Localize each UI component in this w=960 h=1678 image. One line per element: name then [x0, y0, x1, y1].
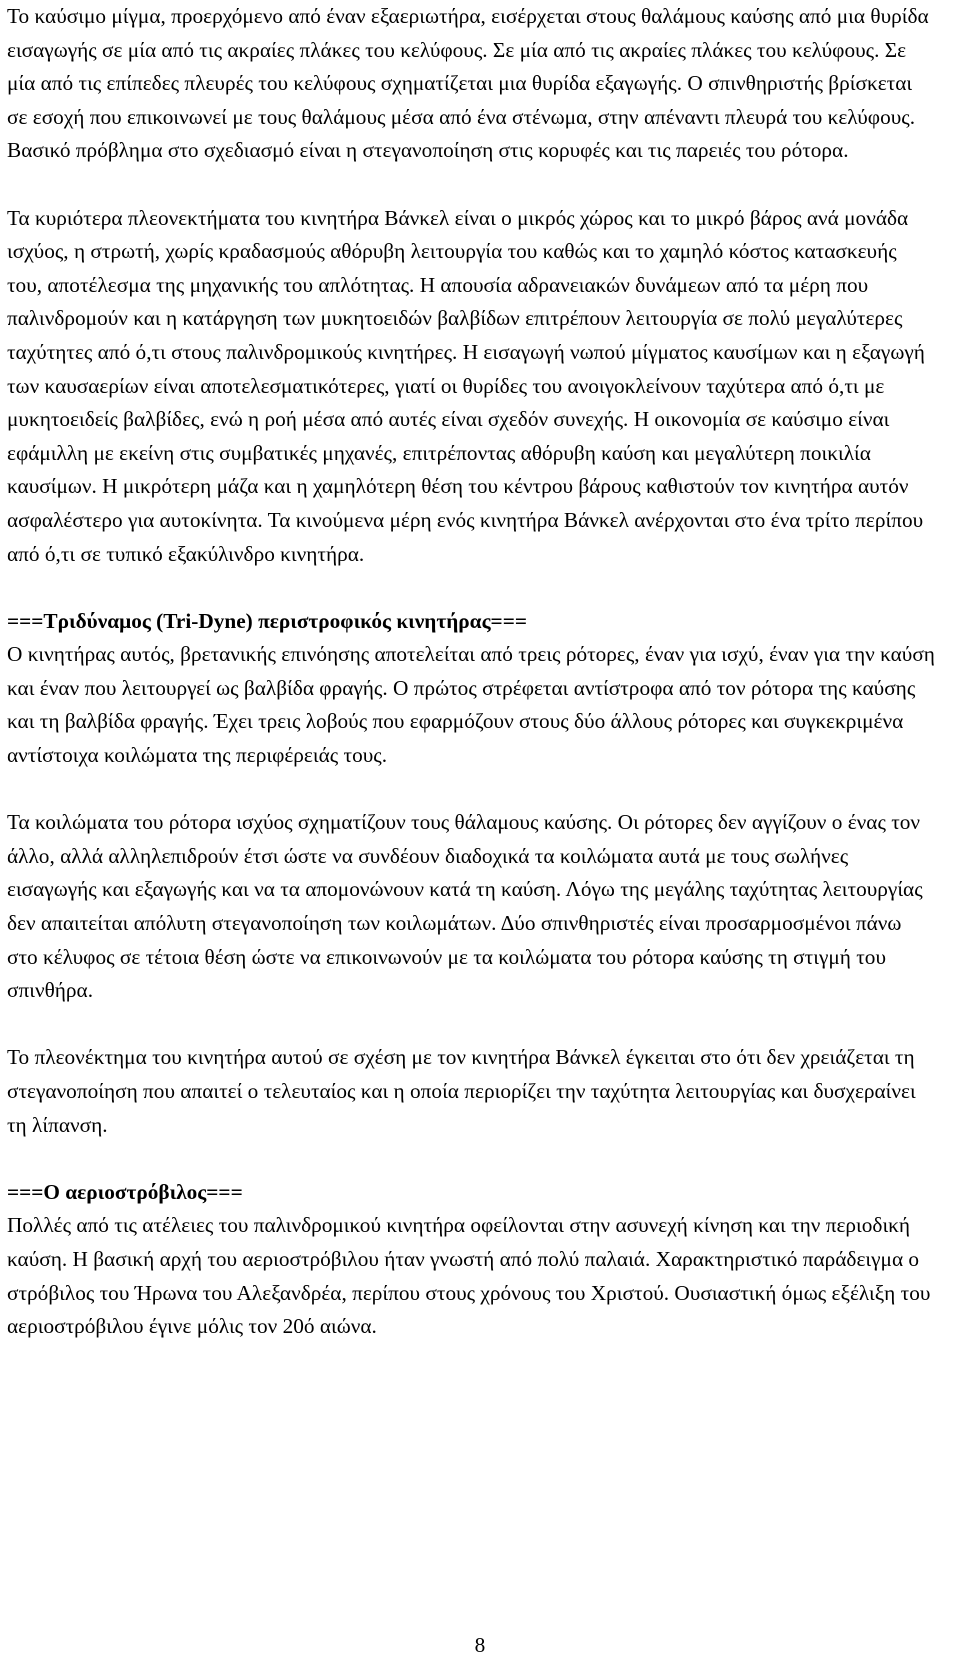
paragraph-spacer — [7, 571, 937, 605]
paragraph-spacer — [7, 1008, 937, 1042]
section-heading-tri-dyne: ===Τριδύναμος (Tri-Dyne) περιστροφικός κινητήρας=== — [7, 608, 527, 633]
section-tri-dyne — [7, 605, 937, 1143]
paragraph-spacer — [7, 168, 937, 202]
document-page — [7, 0, 937, 1344]
paragraph-spacer — [7, 773, 937, 807]
page-number: 8 — [474, 1633, 486, 1657]
paragraph-tri-dyne-advantage: Το πλεονέκτημα του κινητήρα αυτού σε σχέση με τον κινητήρα Βάνκελ έγκειται στο ότι δεν χρειάζεται τη στεγανοποίηση που απαιτεί ο τελευταίος και η οποία περιορίζει την ταχύτητα λειτουργίας και δυσχεραίνει τη λίπανση. — [7, 1045, 916, 1137]
paragraph-wankel-advantages: Τα κυριότερα πλεονεκτήματα του κινητήρα Βάνκελ είναι ο μικρός χώρος και το μικρό βάρος ανά μονάδα ισχύος, η στρωτή, χωρίς κραδασμούς αθόρυβη λειτουργία του καθώς και το χαμηλό κόστος κατασκευής του, αποτέλεσμα της μηχανικής του απλότητας. Η απουσία αδρανειακών δυνάμεων από τα μέρη που παλινδρομούν και η κατάργηση των μυκητοειδών βαλβίδων επιτρέπουν λειτουργία σε πολύ μεγαλύτερες ταχύτητες από ό,τι στους παλινδρομικούς κινητήρες. Η εισαγωγή νωπού μίγματος καυσίμων και η εξαγωγή των καυσαερίων είναι αποτελεσματικότερες, γιατί οι θυρίδες του ανοιγοκλείνουν ταχύτερα από ό,τι με μυκητοειδείς βαλβίδες, ενώ η ροή μέσα από αυτές είναι σχεδόν συνεχής. Η οικονομία σε καύσιμο είναι εφάμιλλη με εκείνη στις συμβατικές μηχανές, επιτρέποντας αθόρυβη καύση και μεγαλύτερη ποικιλία καυσίμων. Η μικρότερη μάζα και η χαμηλότερη θέση του κέντρου βάρους καθιστούν τον κινητήρα αυτόν ασφαλέστερο για αυτοκίνητα. Τα κινούμενα μέρη ενός κινητήρα Βάνκελ ανέρχονται στο ένα τρίτο περίπου από ό,τι σε τυπικό εξακύλινδρο κινητήρα. — [7, 205, 925, 566]
paragraph-spacer — [7, 1142, 937, 1176]
section-gas-turbine — [7, 1176, 937, 1344]
paragraph-fuel-mixture: Το καύσιμο μίγμα, προερχόμενο από έναν εξαεριωτήρα, εισέρχεται στους θαλάμους καύσης από μια θυρίδα εισαγωγής σε μία από τις ακραίες πλάκες του κελύφους. Σε μία από τις ακραίες πλάκες του κελύφους. Σε μία από τις επίπεδες πλευρές του κελύφους σχηματίζεται μια θυρίδα εξαγωγής. Ο σπινθηριστής βρίσκεται σε εσοχή που επικοινωνεί με τους θαλάμους μέσα από ένα στένωμα, στην απέναντι πλευρά του κελύφους. Βασικό πρόβλημα στο σχεδιασμό είναι η στεγανοποίηση στις κορυφές και τις παρειές του ρότορα. — [7, 4, 929, 163]
paragraph-gas-turbine-history: Πολλές από τις ατέλειες του παλινδρομικού κινητήρα οφείλονται στην ασυνεχή κίνηση και την περιοδική καύση. Η βασική αρχή του αεριοστρόβιλου ήταν γνωστή από πολύ παλαιά. Χαρακτηριστικό παράδειγμα ο στρόβιλος του Ήρωνα του Αλεξανδρέα, περίπου στους χρόνους του Χριστού. Ουσιαστική όμως εξέλιξη του αεριοστρόβιλου έγινε μόλις τον 20ό αιώνα. — [7, 1213, 931, 1339]
section-heading-gas-turbine: ===Ο αεριοστρόβιλος=== — [7, 1179, 243, 1204]
paragraph-tri-dyne-rotors: Ο κινητήρας αυτός, βρετανικής επινόησης αποτελείται από τρεις ρότορες, έναν για ισχύ, έναν για την καύση και έναν που λειτουργεί ως βαλβίδα φραγής. Ο πρώτος στρέφεται αντίστροφα από τον ρότορα της καύσης και τη βαλβίδα φραγής. Έχει τρεις λοβούς που εφαρμόζουν στους δύο άλλους ρότορες και συγκεκριμένα αντίστοιχα κοιλώματα της περιφέρειάς τους. — [7, 642, 935, 768]
paragraph-combustion-chambers: Τα κοιλώματα του ρότορα ισχύος σχηματίζουν τους θάλαμους καύσης. Οι ρότορες δεν αγγίζουν ο ένας τον άλλο, αλλά αλληλεπιδρούν έτσι ώστε να συνδέουν διαδοχικά τα κοιλώματα αυτά με τους σωλήνες εισαγωγής και εξαγωγής και να τα απομονώνουν κατά τη καύση. Λόγω της μεγάλης ταχύτητας λειτουργίας δεν απαιτείται απόλυτη στεγανοποίηση των κοιλωμάτων. Δύο σπινθηριστές είναι προσαρμοσμένοι πάνω στο κέλυφος σε τέτοια θέση ώστε να επικοινωνούν με τα κοιλώματα του ρότορα καύσης τη στιγμή του σπινθήρα. — [7, 810, 923, 1003]
